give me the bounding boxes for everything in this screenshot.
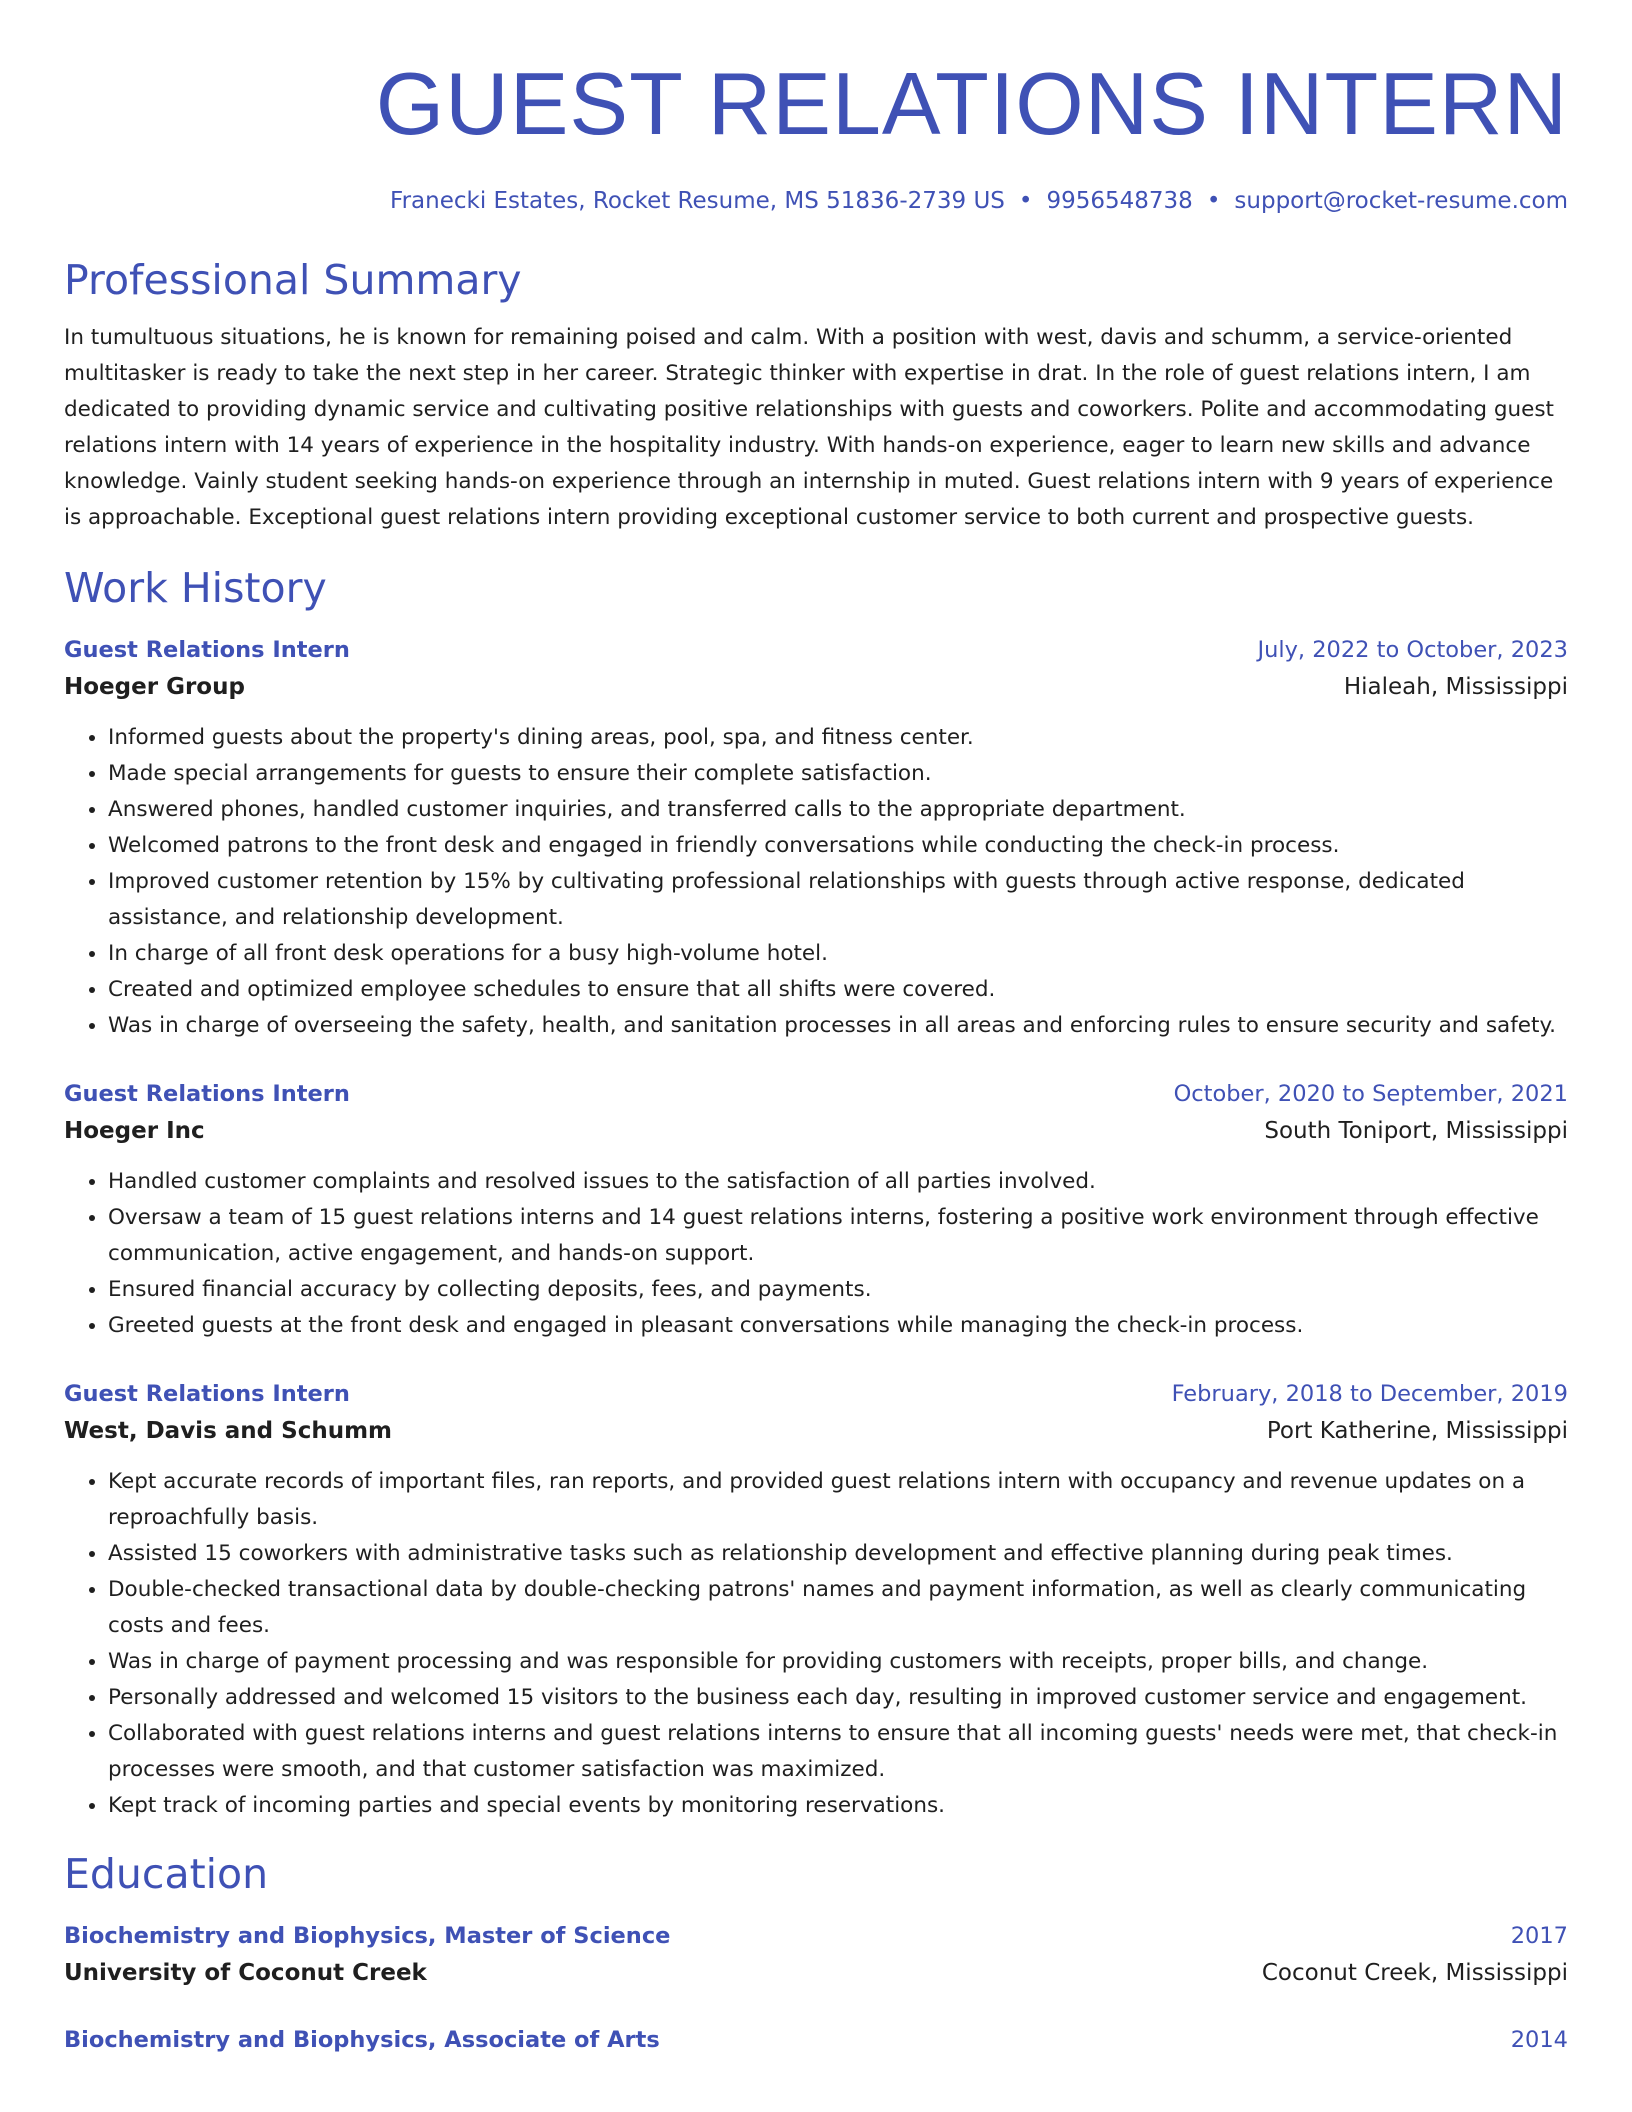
job-location: South Toniport, Mississippi <box>1264 1118 1568 1144</box>
summary-text: In tumultuous situations, he is known for remaining poised and calm. With a position with west, davis and schumm, a service-oriented multitasker is ready to take the next step in her career. Strategic thinker with expertise in drat. In the role of guest relations intern, I am dedicated to providing dynamic service and cultivating positive relationships with guests and coworkers. Polite and accommodating guest relations intern with 14 years of experience in the hospitality industry. With hands-on experience, eager to learn new skills and advance knowledge. Vainly student seeking hands-on experience through an internship in muted. Guest relations intern with 9 years of experience is approachable. Exceptional guest relations intern providing exceptional customer service to both current and prospective guests. <box>64 325 1554 530</box>
job-bullets <box>64 1164 1568 1344</box>
job-dates: February, 2018 to December, 2019 <box>1171 1381 1568 1407</box>
work-history-heading: Work History <box>64 564 327 612</box>
list-item: • Was in charge of payment processing and was responsible for providing customers with receipts, proper bills, and change. <box>108 1644 1568 1680</box>
job-dates: July, 2022 to October, 2023 <box>1257 637 1568 663</box>
job-company: Hoeger Group <box>64 674 245 700</box>
job-company: Hoeger Inc <box>64 1118 205 1144</box>
list-item: • Was in charge of overseeing the safety, health, and sanitation processes in all areas and enforcing rules to ensure security and safety. <box>108 1008 1568 1044</box>
job-company: West, Davis and Schumm <box>64 1418 393 1444</box>
list-item: • Improved customer retention by 15% by cultivating professional relationships with guests through active response, dedicated assistance, and relationship development. <box>108 864 1568 936</box>
list-item: • Kept track of incoming parties and special events by monitoring reservations. <box>108 1788 1568 1824</box>
job-entry <box>64 1376 1568 1824</box>
separator-dot: • <box>1206 188 1221 214</box>
education-entry <box>64 1918 1568 1992</box>
contact-line <box>64 186 1568 216</box>
job-bullets <box>64 1464 1568 1824</box>
list-item: • Welcomed patrons to the front desk and engaged in friendly conversations while conducting the check-in process. <box>108 828 1568 864</box>
list-item: • Collaborated with guest relations interns and guest relations interns to ensure that all incoming guests' needs were met, that check-in processes were smooth, and that customer satisfaction was maximized. <box>108 1716 1568 1788</box>
list-item: • Personally addressed and welcomed 15 visitors to the business each day, resulting in improved customer service and engagement. <box>108 1680 1568 1716</box>
degree-title: Biochemistry and Biophysics, Master of Science <box>64 1923 671 1949</box>
resume-header <box>64 0 1568 216</box>
job-role: Guest Relations Intern <box>64 637 350 663</box>
list-item: • Kept accurate records of important files, ran reports, and provided guest relations intern with occupancy and revenue updates on a reproachfully basis. <box>108 1464 1568 1536</box>
list-item: • Made special arrangements for guests to ensure their complete satisfaction. <box>108 756 1568 792</box>
job-role: Guest Relations Intern <box>64 1381 350 1407</box>
school-name: University of Coconut Creek <box>64 1960 427 1986</box>
phone-text: 9956548738 <box>1046 188 1193 214</box>
job-dates: October, 2020 to September, 2021 <box>1173 1081 1568 1107</box>
graduation-year: 2017 <box>1510 1923 1568 1949</box>
list-item: • Ensured financial accuracy by collecting deposits, fees, and payments. <box>108 1272 1568 1308</box>
separator-dot: • <box>1018 188 1033 214</box>
list-item: • Oversaw a team of 15 guest relations interns and 14 guest relations interns, fostering a positive work environment through effective communication, active engagement, and hands-on support. <box>108 1200 1568 1272</box>
list-item: • Answered phones, handled customer inquiries, and transferred calls to the appropriate department. <box>108 792 1568 828</box>
address-text: Franecki Estates, Rocket Resume, MS 51836-2739 US <box>390 188 1005 214</box>
job-bullets <box>64 720 1568 1044</box>
job-entry <box>64 632 1568 1044</box>
list-item: • Assisted 15 coworkers with administrative tasks such as relationship development and effective planning during peak times. <box>108 1536 1568 1572</box>
list-item: • Informed guests about the property's dining areas, pool, spa, and fitness center. <box>108 720 1568 756</box>
school-location: Coconut Creek, Mississippi <box>1261 1960 1568 1986</box>
list-item: • Created and optimized employee schedules to ensure that all shifts were covered. <box>108 972 1568 1008</box>
degree-title: Biochemistry and Biophysics, Associate of Arts <box>64 2027 660 2053</box>
graduation-year: 2014 <box>1510 2027 1568 2053</box>
job-entry <box>64 1076 1568 1344</box>
job-location: Port Katherine, Mississippi <box>1266 1418 1568 1444</box>
list-item: • Handled customer complaints and resolved issues to the satisfaction of all parties involved. <box>108 1164 1568 1200</box>
list-item: • Double-checked transactional data by double-checking patrons' names and payment information, as well as clearly communicating costs and fees. <box>108 1572 1568 1644</box>
list-item: • In charge of all front desk operations for a busy high-volume hotel. <box>108 936 1568 972</box>
summary-heading: Professional Summary <box>64 256 522 304</box>
resume-page <box>64 0 1568 2058</box>
job-location: Hialeah, Mississippi <box>1343 674 1568 700</box>
education-heading: Education <box>64 1850 269 1898</box>
list-item: • Greeted guests at the front desk and engaged in pleasant conversations while managing the check-in process. <box>108 1308 1568 1344</box>
page-title: GUEST RELATIONS INTERN <box>375 54 1568 153</box>
email-link[interactable]: support@rocket-resume.com <box>1234 188 1568 214</box>
job-role: Guest Relations Intern <box>64 1081 350 1107</box>
education-entry <box>64 2022 1568 2058</box>
